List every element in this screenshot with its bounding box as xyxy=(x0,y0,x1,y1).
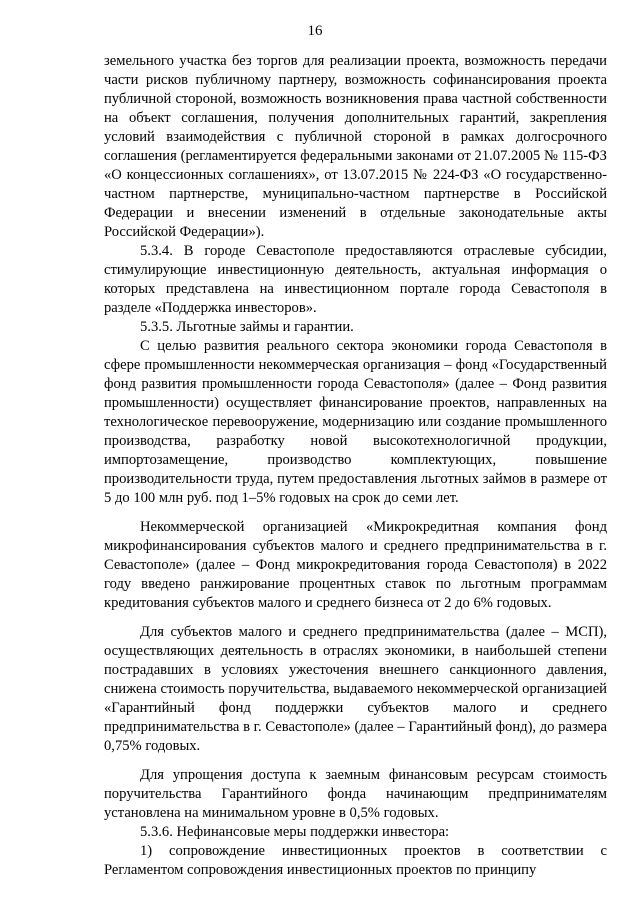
paragraph-list-item-1: 1) сопровождение инвестиционных проектов в соответствии с Регламентом сопровождения инвестиционных проектов по принципу xyxy=(104,843,607,878)
page-number: 16 xyxy=(307,23,323,39)
paragraph-guarantee-cost: Для упрощения доступа к заемным финансовым ресурсам стоимость поручительства Гарантийного фонда начинающим предпринимателям установлена на минимальном уровне в 0,5% годовых. xyxy=(104,767,607,821)
paragraph-5-3-5-heading: 5.3.5. Льготные займы и гарантии. xyxy=(140,319,354,335)
paragraph-guarantee-fund: Для субъектов малого и среднего предпринимательства (далее – МСП), осуществляющих деятельность в отраслях экономики, в наибольшей степени пострадавших в условиях ужесточения внешнего санкционного давления, снижена стоимость поручительства, выдаваемого некоммерческой организацией «Гарантийный фонд поддержки субъектов малого и среднего предпринимательства в г. Севастополе» (далее – Гарантийный фонд), до размера 0,75% годовых. xyxy=(104,624,607,754)
paragraph-5-3-6-heading: 5.3.6. Нефинансовые меры поддержки инвестора: xyxy=(140,824,450,840)
body-text xyxy=(104,52,607,880)
paragraph-microcredit-fund: Некоммерческой организацией «Микрокредитная компания фонд микрофинансирования субъектов малого и среднего предпринимательства в г. Севастополе» (далее – Фонд микрокредитования города Севастополя) в 2022 году введено ранжирование процентных ставок по льготным программам кредитования субъектов малого и среднего бизнеса от 2 до 6% годовых. xyxy=(104,519,607,611)
paragraph-5-3-4-subsidies: 5.3.4. В городе Севастополе предоставляются отраслевые субсидии, стимулирующие инвестиционную деятельность, актуальная информация о которых представлена на инвестиционном портале города Севастополя в разделе «Поддержка инвесторов». xyxy=(104,243,607,316)
paragraph-concession-benefits: земельного участка без торгов для реализации проекта, возможность передачи части рисков публичному партнеру, возможность софинансирования проекта публичной стороной, возможность возникновения права частной собственности на объект соглашения, получения дополнительных гарантий, закрепления условий взаимодействия с публичной стороной в рамках долгосрочного соглашения (регламентируется федеральными законами от 21.07.2005 № 115-ФЗ «О концессионных соглашениях», от 13.07.2015 № 224-ФЗ «О государственно-частном партнерстве, муниципально-частном партнерстве в Российской Федерации и внесении изменений в отдельные законодательные акты Российской Федерации»). xyxy=(104,53,607,240)
paragraph-industry-fund: С целью развития реального сектора экономики города Севастополя в сфере промышленности некоммерческая организация – фонд «Государственный фонд развития промышленности города Севастополя» (далее – Фонд развития промышленности) осуществляет финансирование проектов, направленных на технологическое перевооружение, модернизацию или создание промышленного производства, разработку новой высокотехнологичной продукции, импортозамещение, производство комплектующих, повышение производительности труда, путем предоставления льготных займов в размере от 5 до 100 млн руб. под 1–5% годовых на срок до семи лет. xyxy=(104,338,607,506)
